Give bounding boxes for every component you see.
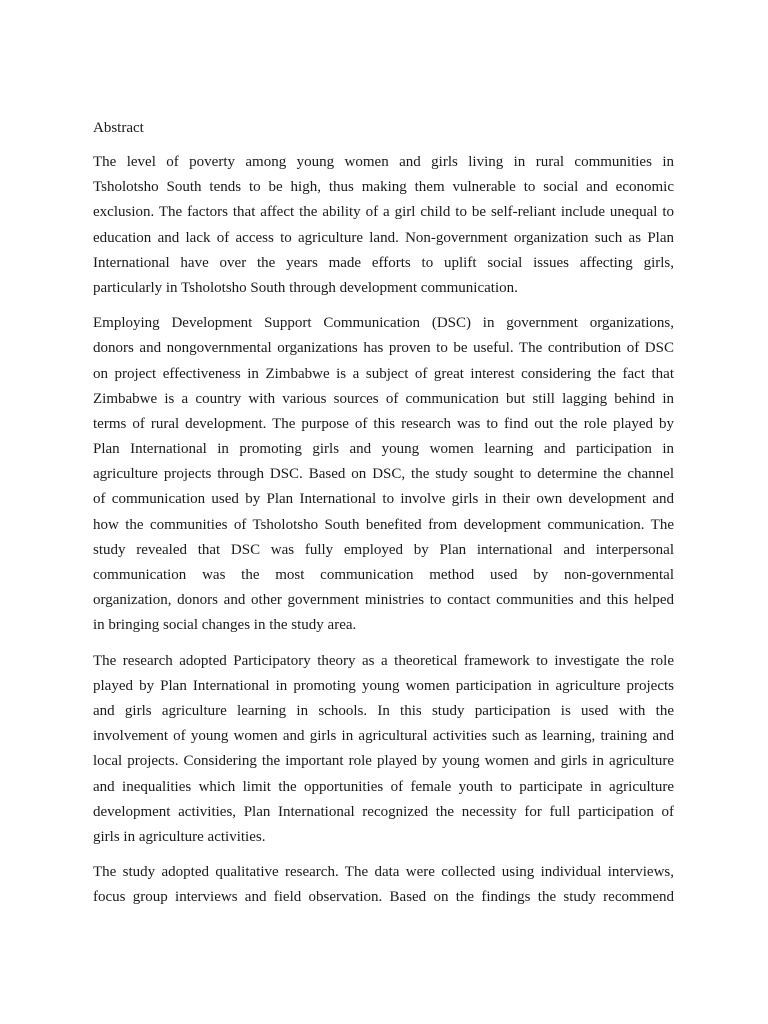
paragraph-1 bbox=[93, 150, 674, 301]
text-line: education and lack of access to agriculture land. Non-government organization such as Plan bbox=[93, 229, 674, 246]
text-line: played by Plan International in promoting young women participation in agriculture projects bbox=[93, 677, 674, 694]
document-body bbox=[93, 118, 674, 920]
text-line: involvement of young women and girls in agricultural activities such as learning, training and bbox=[93, 728, 674, 745]
text-line: development activities, Plan International recognized the necessity for full participation of bbox=[93, 803, 674, 820]
paragraph-4 bbox=[93, 860, 674, 910]
text-line: Zimbabwe is a country with various sources of communication but still lagging behind in bbox=[93, 390, 674, 407]
text-line: focus group interviews and field observation. Based on the findings the study recommend bbox=[93, 889, 674, 906]
text-line: of communication used by Plan International to involve girls in their own development and bbox=[93, 491, 674, 508]
text-line: The study adopted qualitative research. The data were collected using individual interviews, bbox=[93, 864, 674, 881]
text-line: on project effectiveness in Zimbabwe is a subject of great interest considering the fact that bbox=[93, 365, 674, 382]
text-line: The research adopted Participatory theory as a theoretical framework to investigate the role bbox=[93, 652, 674, 669]
text-line: terms of rural development. The purpose of this research was to find out the role played by bbox=[93, 415, 674, 432]
text-line: agriculture projects through DSC. Based on DSC, the study sought to determine the channel bbox=[93, 466, 674, 483]
text-line: particularly in Tsholotsho South through development communication. bbox=[93, 279, 518, 296]
text-line: how the communities of Tsholotsho South benefited from development communication. The bbox=[93, 516, 674, 533]
text-line: in bringing social changes in the study area. bbox=[93, 617, 357, 634]
text-line: and inequalities which limit the opportunities of female youth to participate in agriculture bbox=[93, 778, 674, 795]
paragraph-3 bbox=[93, 649, 674, 851]
abstract-heading: Abstract bbox=[93, 120, 144, 136]
paragraph-2 bbox=[93, 311, 674, 638]
text-line: communication was the most communication method used by non-governmental bbox=[93, 567, 674, 583]
text-line: Plan International in promoting girls and young women learning and participation in bbox=[93, 441, 674, 458]
text-line: Tsholotsho South tends to be high, thus making them vulnerable to social and economic bbox=[93, 179, 674, 196]
text-line: girls in agriculture activities. bbox=[93, 828, 266, 845]
text-line: study revealed that DSC was fully employed by Plan international and interpersonal bbox=[93, 541, 674, 558]
text-line: organization, donors and other government ministries to contact communities and this helped bbox=[93, 592, 674, 609]
text-line: exclusion. The factors that affect the ability of a girl child to be self-reliant include unequal to bbox=[93, 204, 674, 221]
text-line: donors and nongovernmental organizations has proven to be useful. The contribution of DSC bbox=[93, 340, 674, 357]
text-line: Employing Development Support Communication (DSC) in government organizations, bbox=[93, 315, 674, 332]
text-line: and girls agriculture learning in schools. In this study participation is used with the bbox=[93, 702, 674, 719]
text-line: The level of poverty among young women and girls living in rural communities in bbox=[93, 154, 674, 170]
text-line: local projects. Considering the important role played by young women and girls in agriculture bbox=[93, 753, 674, 770]
text-line: International have over the years made efforts to uplift social issues affecting girls, bbox=[93, 254, 674, 271]
